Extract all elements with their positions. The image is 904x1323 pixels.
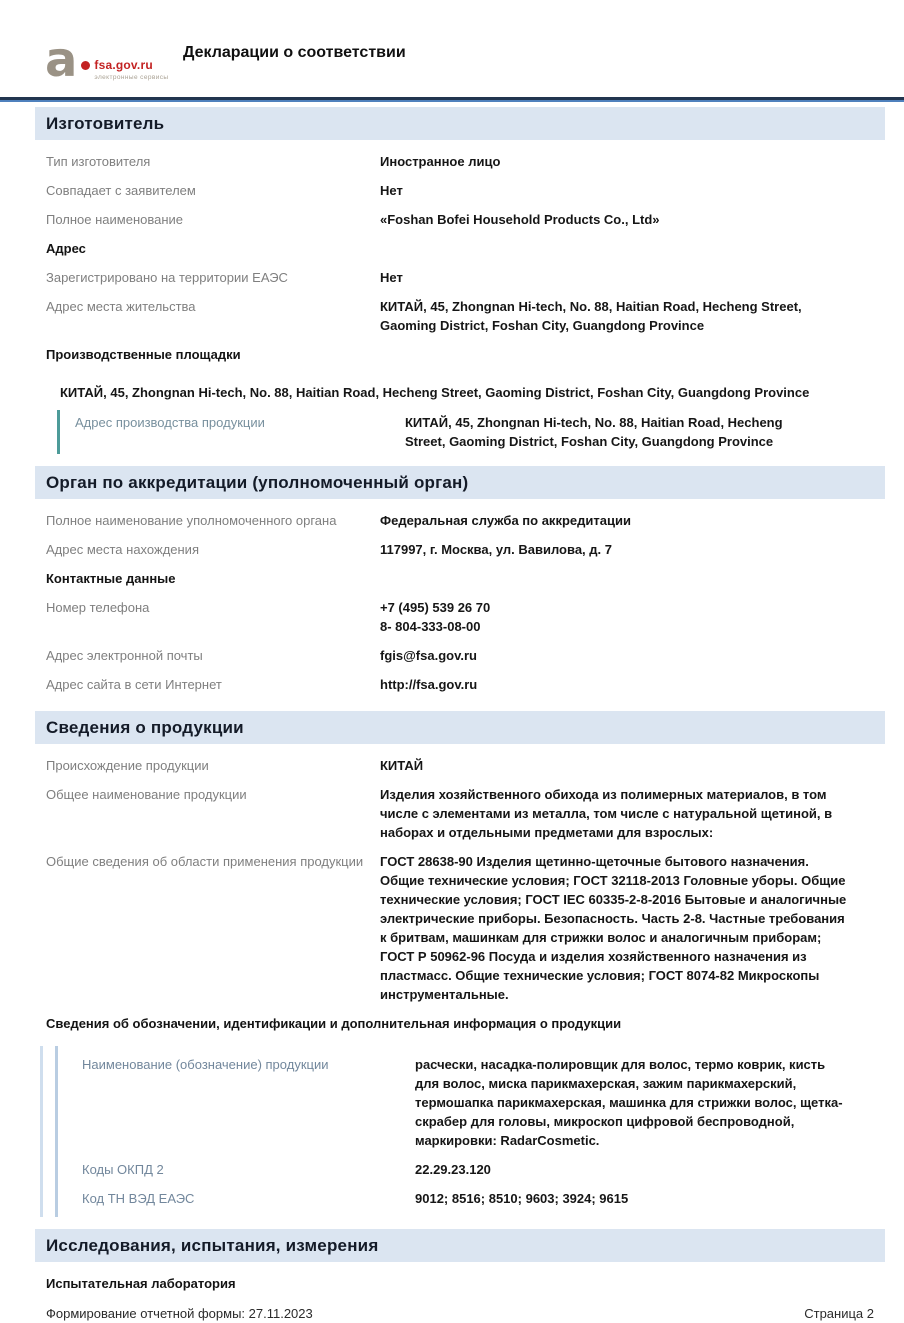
- section-research: [35, 1229, 885, 1298]
- field-label: Коды ОКПД 2: [82, 1162, 164, 1177]
- subheader-testing-lab: Испытательная лаборатория: [46, 1276, 236, 1291]
- field-value: КИТАЙ: [380, 758, 424, 773]
- field-row: [75, 410, 885, 454]
- field-row: [35, 506, 885, 535]
- field-value: Иностранное лицо: [380, 154, 501, 169]
- field-row: [82, 1050, 885, 1155]
- field-row: [35, 147, 885, 176]
- field-label: Полное наименование: [46, 212, 184, 227]
- field-label: Код ТН ВЭД ЕАЭС: [82, 1191, 195, 1206]
- field-label: Адрес производства продукции: [75, 415, 265, 430]
- field-value-website: http://fsa.gov.ru: [380, 677, 478, 692]
- logo-red-dot-icon: [81, 61, 90, 70]
- production-address-block: [57, 410, 885, 454]
- field-row: [82, 1184, 885, 1213]
- section-header-authority: Орган по аккредитации (уполномоченный орган): [35, 466, 885, 499]
- field-row: [35, 670, 885, 699]
- subheader-contacts: Контактные данные: [46, 571, 176, 586]
- field-row: [35, 292, 885, 340]
- section-product: [35, 711, 885, 1217]
- field-label: Происхождение продукции: [46, 758, 209, 773]
- field-value: Изделия хозяйственного обихода из полимерных материалов, в том числе с элементами из металла, том числе с натуральной щетиной, в наборах и отдельными предметами для взрослых:: [380, 787, 833, 840]
- field-value: Федеральная служба по аккредитации: [380, 513, 631, 528]
- field-value: расчески, насадка-полировщик для волос, термо коврик, кисть для волос, миска парикмахерская, зажим парикмахерский, термошапка парикмахерская, машинка для стрижки волос, щетка-скрабер для головы, микроскоп цифровой беспроводной, маркировки: RadarCosmetic.: [415, 1057, 843, 1148]
- phone-number-2: 8- 804-333-08-00: [380, 619, 481, 634]
- field-value: 22.29.23.120: [415, 1162, 491, 1177]
- field-row: [35, 751, 885, 780]
- section-header-research: Исследования, испытания, измерения: [35, 1229, 885, 1262]
- logo-site-label: fsa.gov.ru: [94, 58, 153, 72]
- fsa-logo-icon: a: [45, 32, 78, 88]
- section-header-manufacturer: Изготовитель: [35, 107, 885, 140]
- subheader-identification: Сведения об обозначении, идентификации и дополнительная информация о продукции: [46, 1016, 622, 1031]
- field-value: 117997, г. Москва, ул. Вавилова, д. 7: [380, 542, 612, 557]
- field-value: ГОСТ 28638-90 Изделия щетинно-щеточные бытового назначения. Общие технические условия; ГОСТ 32118-2013 Головные уборы. Общие технические условия; ГОСТ IEC 60335-2-8-2016 Бытовые и аналогичные электрические приборы. Безопасность. Часть 2-8. Частные требования к бритвам, машинкам для стрижки волос и аналогичным приборам; ГОСТ Р 50962-96 Посуда и изделия хозяйственного назначения из пластмасс. Общие технические условия; ГОСТ 8074-82 Микроскопы инструментальные.: [380, 854, 847, 1002]
- field-row: [35, 780, 885, 847]
- field-row: [82, 1155, 885, 1184]
- field-label: Адрес места нахождения: [46, 542, 199, 557]
- field-label: Наименование (обозначение) продукции: [82, 1057, 329, 1072]
- field-label: Полное наименование уполномоченного органа: [46, 513, 337, 528]
- field-row: [35, 535, 885, 564]
- section-header-product: Сведения о продукции: [35, 711, 885, 744]
- field-row: [35, 641, 885, 670]
- page-title: Декларации о соответствии: [183, 44, 406, 61]
- field-value: «Foshan Bofei Household Products Co., Ltd»: [380, 212, 660, 227]
- field-label: Адрес электронной почты: [46, 648, 203, 663]
- page-footer: [35, 1298, 885, 1323]
- identification-block: [40, 1046, 885, 1217]
- field-label: Тип изготовителя: [46, 154, 151, 169]
- field-row: [35, 263, 885, 292]
- document-header: [0, 0, 904, 97]
- field-row: [35, 205, 885, 234]
- field-row: [35, 176, 885, 205]
- field-value: КИТАЙ, 45, Zhongnan Hi-tech, No. 88, Haitian Road, Hecheng Street, Gaoming District, Foshan City, Guangdong Province: [405, 415, 783, 449]
- fsa-logo: [45, 32, 169, 88]
- top-rule-blue: [0, 100, 904, 102]
- field-label: Зарегистрировано на территории ЕАЭС: [46, 270, 288, 285]
- production-site-line: КИТАЙ, 45, Zhongnan Hi-tech, No. 88, Haitian Road, Hecheng Street, Gaoming District, Foshan City, Guangdong Province: [60, 385, 810, 400]
- field-value: Нет: [380, 183, 403, 198]
- document-body: [35, 107, 885, 1323]
- field-value: Нет: [380, 270, 403, 285]
- section-manufacturer: [35, 107, 885, 454]
- logo-tagline: электронные сервисы: [94, 74, 169, 81]
- field-value: КИТАЙ, 45, Zhongnan Hi-tech, No. 88, Haitian Road, Hecheng Street, Gaoming District, Foshan City, Guangdong Province: [380, 299, 802, 333]
- field-value-email: fgis@fsa.gov.ru: [380, 648, 477, 663]
- field-row: [35, 847, 885, 1009]
- phone-number-1: +7 (495) 539 26 70: [380, 600, 491, 615]
- field-value: 9012; 8516; 8510; 9603; 3924; 9615: [415, 1191, 629, 1206]
- field-row: [35, 593, 885, 641]
- field-label: Адрес места жительства: [46, 299, 196, 314]
- field-label: Номер телефона: [46, 600, 150, 615]
- field-value: [380, 598, 874, 636]
- field-label: Совпадает с заявителем: [46, 183, 196, 198]
- field-label: Адрес сайта в сети Интернет: [46, 677, 222, 692]
- subheader-address: Адрес: [46, 241, 86, 256]
- footer-generated-date: Формирование отчетной формы: 27.11.2023: [46, 1306, 313, 1321]
- footer-page-number: Страница 2: [804, 1306, 874, 1321]
- field-label: Общие сведения об области применения продукции: [46, 854, 364, 869]
- subheader-production-sites: Производственные площадки: [46, 347, 241, 362]
- section-authority: [35, 466, 885, 699]
- field-label: Общее наименование продукции: [46, 787, 247, 802]
